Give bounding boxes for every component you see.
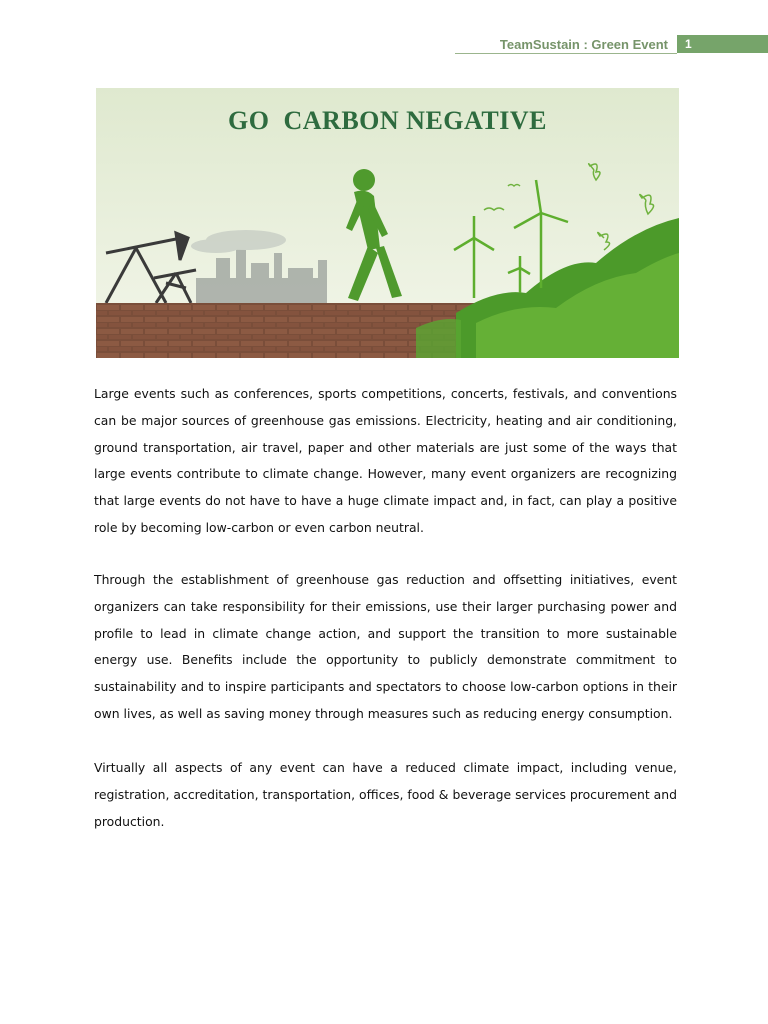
page-number-badge: 1	[677, 35, 768, 53]
hero-image	[96, 88, 679, 358]
paragraph-2: Through the establishment of greenhouse gas reduction and offsetting initiatives, event organizers can take responsibility for their emissions, use their larger purchasing power and profile to lead in climate change action, and support the transition to more sustainable energy use. Benefits include the opportunity to publicly demonstrate commitment to sustainability and to inspire participants and spectators to choose low-carbon options in their own lives, as well as saving money through measures such as reducing energy consumption.	[94, 572, 677, 721]
paragraph-1: Large events such as conferences, sports competitions, concerts, festivals, and conventions can be major sources of greenhouse gas emissions. Electricity, heating and air conditioning, ground transportation, air travel, paper and other materials are just some of the ways that large events contribute to climate change. However, many event organizers are recognizing that large events do not have to have a huge climate impact and, in fact, can play a positive role by becoming low-carbon or even carbon neutral.	[94, 386, 677, 535]
paragraph-3: Virtually all aspects of any event can have a reduced climate impact, including venue, registration, accreditation, transportation, offices, food & beverage services procurement and production.	[94, 760, 677, 829]
hero-title: GO CARBON NEGATIVE	[228, 106, 547, 135]
header-rule	[455, 53, 677, 54]
page-header-title: TeamSustain : Green Event	[499, 37, 668, 52]
